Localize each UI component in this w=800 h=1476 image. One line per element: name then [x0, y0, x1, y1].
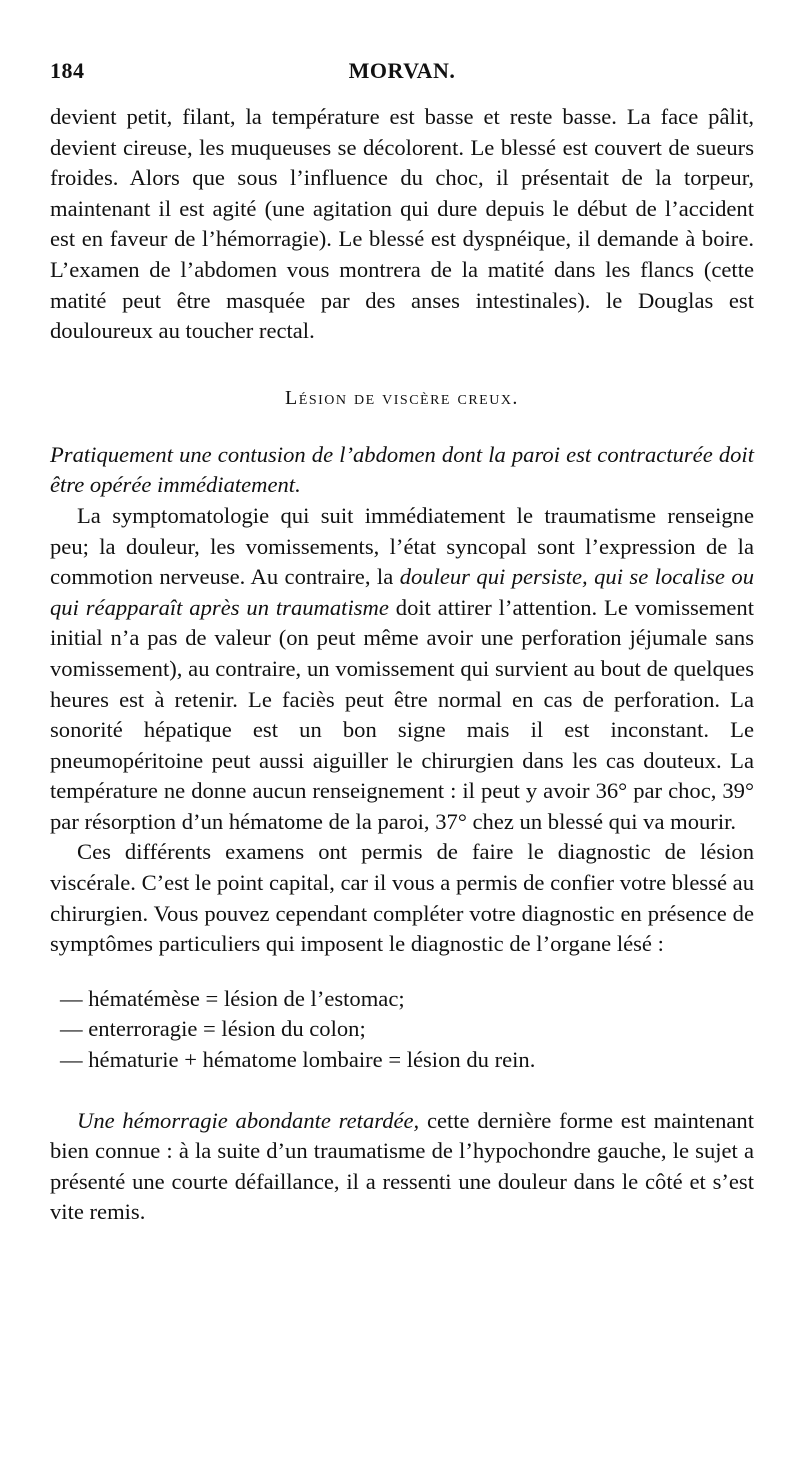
paragraph-symptomatology [50, 501, 754, 838]
equivalence-list [60, 984, 754, 1076]
list-item: — enterroragie = lésion du colon; [60, 1014, 754, 1045]
list-item: — hématémèse = lésion de l’estomac; [60, 984, 754, 1015]
delayed-hemorrhage-emphasis: Une hémorragie abondante retardée, [77, 1107, 420, 1133]
symptomatology-text-a: La symptomatologie qui suit immédiatement le traumatisme renseigne peu; la douleur, les vomissements, l’état syncopal sont l’expression de la commotion nerveuse. Au contraire, la [50, 502, 754, 590]
running-head: MORVAN. [348, 58, 456, 83]
page-number: 184 [50, 58, 85, 83]
delayed-hemorrhage-text: cette dernière forme est maintenant bien connue : à la suite d’un traumatisme de l’hypochondre gauche, le sujet a présenté une courte défaillance, il a ressenti une douleur dans le côté et s’est vite remis. [50, 1107, 755, 1225]
practical-rule-text: Pratiquement une contusion de l’abdomen dont la paroi est contracturée doit être opérée immédiatement. [50, 441, 754, 498]
symptomatology-text-b: doit attirer l’attention. Le vomissement initial n’a pas de valeur (on peut même avoir une perforation jéjumale sans vomissement), au contraire, un vomissement qui survient au bout de quelques heures est à retenir. Le faciès peut être normal en cas de perforation. La sonorité hépatique est un bon signe mais il est inconstant. Le pneumopéritoine peut aussi aiguiller le chirurgien dans les cas douteux. La température ne donne aucun renseignement : il peut y avoir 36° par choc, 39° par résorption d’un hématome de la paroi, 37° chez un blessé qui va mourir. [50, 594, 754, 834]
paragraph-delayed-hemorrhage [50, 1106, 754, 1228]
paragraph-diagnosis: Ces différents examens ont permis de faire le diagnostic de lésion viscérale. C’est le point capital, car il vous a permis de confier votre blessé au chirurgien. Vous pouvez cependant compléter votre diagnostic en présence de symptômes particuliers qui imposent le diagnostic de l’organe lésé : [50, 839, 754, 957]
symptomatology-emphasis: douleur qui persiste, qui se localise ou qui réapparaît après un traumatisme [50, 564, 755, 620]
paragraph-practical-rule [50, 440, 754, 501]
list-item: — hématurie + hématome lombaire = lésion du rein. [60, 1045, 754, 1076]
section-heading: Lésion de viscère creux. [285, 386, 519, 409]
page [50, 58, 754, 1228]
page-header [50, 58, 754, 102]
paragraph-hemorrhage-signs: devient petit, filant, la température est basse et reste basse. La face pâlit, devient cireuse, les muqueuses se décolorent. Le blessé est couvert de sueurs froides. Alors que sous l’influence du choc, il présentait de la torpeur, maintenant il est agité (une agitation qui dure depuis le début de l’accident est en faveur de l’hémorragie). Le blessé est dyspnéique, il demande à boire. L’examen de l’abdomen vous montrera de la matité dans les flancs (cette matité peut être masquée par des anses intestinales). le Douglas est douloureux au toucher rectal. [50, 104, 754, 344]
